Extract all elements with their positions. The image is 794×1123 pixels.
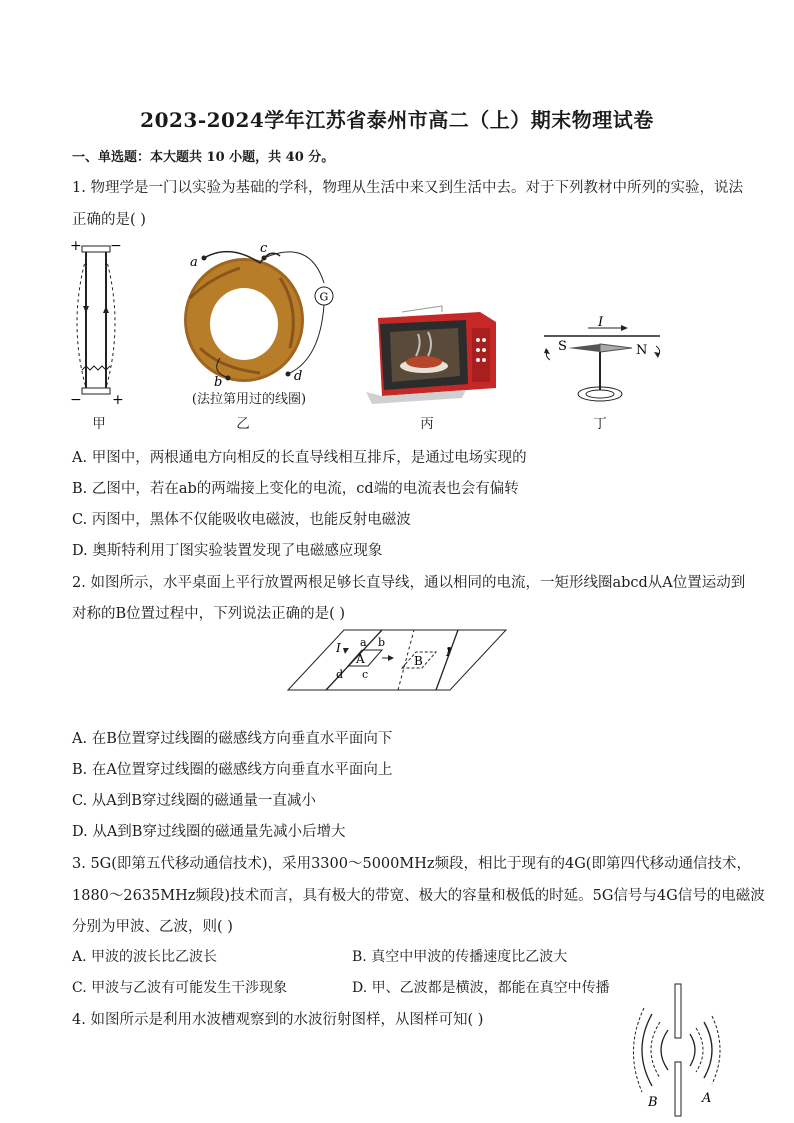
q2-position-B: B <box>414 654 423 668</box>
q2-stem-line2: 对称的B位置过程中，下列说法正确的是( ) <box>72 606 346 622</box>
terminal-b: b <box>214 375 223 390</box>
q2-option-b: B. 在A位置穿过线圈的磁感线方向垂直水平面向上 <box>72 762 393 778</box>
q4-stem-line1: 4. 如图所示是利用水波槽观察到的水波衍射图样，从图样可知( ) <box>72 1012 484 1028</box>
terminal-c: c <box>260 241 268 256</box>
q1-figure-ding <box>540 308 670 408</box>
q3-option-a: A. 甲波的波长比乙波长 <box>72 949 218 965</box>
q1-stem-line2: 正确的是( ) <box>72 212 146 228</box>
q2-option-d: D. 从A到B穿过线圈的磁通量先减小后增大 <box>72 824 346 840</box>
section-heading: 一、单选题：本大题共 10 小题，共 40 分。 <box>72 150 335 165</box>
q2-option-c: C. 从A到B穿过线圈的磁通量一直减小 <box>72 793 316 809</box>
terminal-a: a <box>190 255 198 270</box>
q2-position-A: A <box>356 652 365 666</box>
q1-caption-jia: 甲 <box>92 416 106 432</box>
q1-caption-yi: 乙 <box>236 416 250 432</box>
q2-current-right: I <box>446 645 451 659</box>
q3-stem-line3: 分别为甲波、乙波，则( ) <box>72 919 233 935</box>
q1-figure-yi <box>180 238 340 388</box>
galvanometer-label: G <box>319 290 329 304</box>
q1-option-c: C. 丙图中，黑体不仅能吸收电磁波，也能反射电磁波 <box>72 512 411 528</box>
q2-corner-d: d <box>336 668 344 681</box>
q3-option-d: D. 甲、乙波都是横波，都能在真空中传播 <box>352 980 610 996</box>
q2-figure-wires <box>286 628 508 694</box>
q4-label-B: B <box>648 1095 658 1110</box>
jia-plus-left: + <box>70 238 82 254</box>
q2-corner-c: c <box>362 668 369 681</box>
q1-option-d: D. 奥斯特利用丁图实验装置发现了电磁感应现象 <box>72 543 383 559</box>
terminal-d: d <box>294 369 303 384</box>
q1-stem-line1: 1. 物理学是一门以实验为基础的学科，物理从生活中来又到生活中去。对于下列教材中所列的实验，说法 <box>72 180 743 196</box>
q1-figure-jia <box>68 238 128 408</box>
q3-stem-line1: 3. 5G(即第五代移动通信技术)，采用3300～5000MHz频段，相比于现有的4G(即第四代移动通信技术， <box>72 856 751 872</box>
q3-stem-line2: 1880～2635MHz频段)技术而言，具有极大的带宽、极大的容量和极低的时延。5G信号与4G信号的电磁波 <box>72 888 765 904</box>
jia-minus-left: − <box>70 392 82 408</box>
q1-caption-ding: 丁 <box>593 416 607 432</box>
q3-option-c: C. 甲波与乙波有可能发生干涉现象 <box>72 980 288 996</box>
q4-figure-diffraction <box>628 982 728 1118</box>
jia-minus-right: − <box>110 238 122 254</box>
q1-caption-bing: 丙 <box>420 416 434 432</box>
q3-option-b: B. 真空中甲波的传播速度比乙波大 <box>352 949 568 965</box>
pole-N: N <box>636 343 648 358</box>
q1-figure-bing <box>362 300 502 408</box>
q1-option-b: B. 乙图中，若在ab的两端接上变化的电流，cd端的电流表也会有偏转 <box>72 481 519 497</box>
q2-corner-b: b <box>378 636 386 649</box>
current-label-I: I <box>598 315 604 330</box>
q2-corner-a: a <box>360 636 367 649</box>
q1-option-a: A. 甲图中，两根通电方向相反的长直导线相互排斥，是通过电场实现的 <box>72 450 527 466</box>
page-title: 2023-2024学年江苏省泰州市高二（上）期末物理试卷 <box>140 108 654 132</box>
pole-S: S <box>558 339 567 354</box>
q4-label-A: A <box>702 1091 712 1106</box>
q2-stem-line1: 2. 如图所示，水平桌面上平行放置两根足够长直导线，通以相同的电流，一矩形线圈abcd从A位置运动到 <box>72 575 746 591</box>
q1-caption-faraday: (法拉第用过的线圈) <box>191 392 307 407</box>
q2-current-left: I <box>336 641 341 655</box>
q2-option-a: A. 在B位置穿过线圈的磁感线方向垂直水平面向下 <box>72 731 393 747</box>
jia-plus-right: + <box>112 392 124 408</box>
